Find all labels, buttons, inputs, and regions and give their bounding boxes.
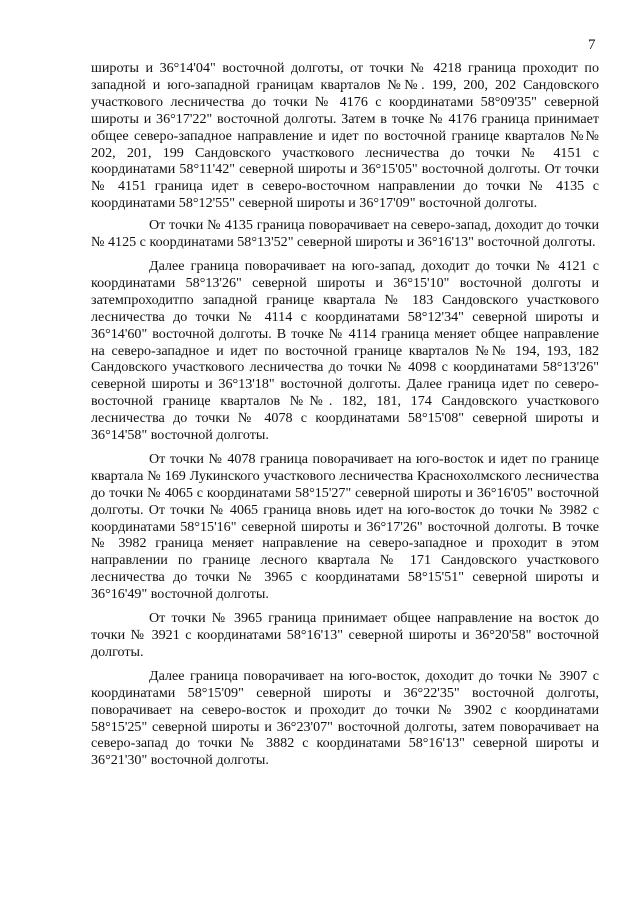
paragraph-2: От точки № 4135 граница поворачивает на северо-запад, доходит до точки № 4125 с координатами 58°13'52" северной широты и 36°16'13" восточной долготы. xyxy=(91,217,599,251)
paragraph-3: Далее граница поворачивает на юго-запад, доходит до точки № 4121 с координатами 58°13'26" северной широты и 36°15'10" восточной долготы и затемпроходитпо западной границе квартала № 183 Сандовского участкового лесничества до точки № 4114 с координатами 58°12'34" северной широты и 36°14'60" восточной долготы. В точке № 4114 граница меняет общее направление на северо-западное и идет по восточной границе кварталов №№ 194, 193, 182 Сандовского участкового лесничества до точки № 4098 с координатами 58°13'26" северной широты и 36°13'18" восточной долготы. Далее граница идет по северо-восточной границе кварталов №№. 182, 181, 174 Сандовского участкового лесничества до точки № 4078 с координатами 58°15'08" северной широты и 36°14'58" восточной долготы. xyxy=(91,257,599,444)
paragraph-4: От точки № 4078 граница поворачивает на юго-восток и идет по границе квартала № 169 Лукинского участкового лесничества Краснохолмского лесничества до точки № 4065 с координатами 58°15'27" северной широты и 36°16'05" восточной долготы. От точки № 4065 граница вновь идет на юго-восток до точки № 3982 с координатами 58°15'16" северной широты и 36°17'26" восточной долготы. В точке № 3982 граница меняет направление на северо-западное и проходит в этом направлении по границе лесного квартала № 171 Сандовского участкового лесничества до точки № 3965 с координатами 58°15'51" северной широты и 36°16'49" восточной долготы. xyxy=(91,450,599,603)
page-number: 7 xyxy=(588,37,596,53)
document-body xyxy=(91,60,599,769)
paragraph-6: Далее граница поворачивает на юго-восток, доходит до точки № 3907 с координатами 58°15'09" северной широты и 36°22'35" восточной долготы, поворачивает на северо-восток и проходит до точки № 3902 с координатами 58°15'25" северной широты и 36°23'07" восточной долготы, затем поворачивает на северо-запад до точки № 3882 с координатами 58°16'13" северной широты и 36°21'30" восточной долготы. xyxy=(91,667,599,769)
paragraph-5: От точки № 3965 граница принимает общее направление на восток до точки № 3921 с координатами 58°16'13" северной широты и 36°20'58" восточной долготы. xyxy=(91,610,599,660)
paragraph-1: широты и 36°14'04" восточной долготы, от точки № 4218 граница проходит по западной и юго-западной границам кварталов №№. 199, 200, 202 Сандовского участкового лесничества до точки № 4176 с координатами 58°09'35" северной широты и 36°17'22" восточной долготы. Затем в точке № 4176 граница принимает общее северо-западное направление и идет по восточной границе кварталов №№ 202, 201, 199 Сандовского участкового лесничества до точки № 4151 с координатами 58°11'42" северной широты и 36°15'05" восточной долготы. От точки № 4151 граница идет в северо-восточном направлении до точки № 4135 с координатами 58°12'55" северной широты и 36°17'09" восточной долготы. xyxy=(91,60,599,212)
